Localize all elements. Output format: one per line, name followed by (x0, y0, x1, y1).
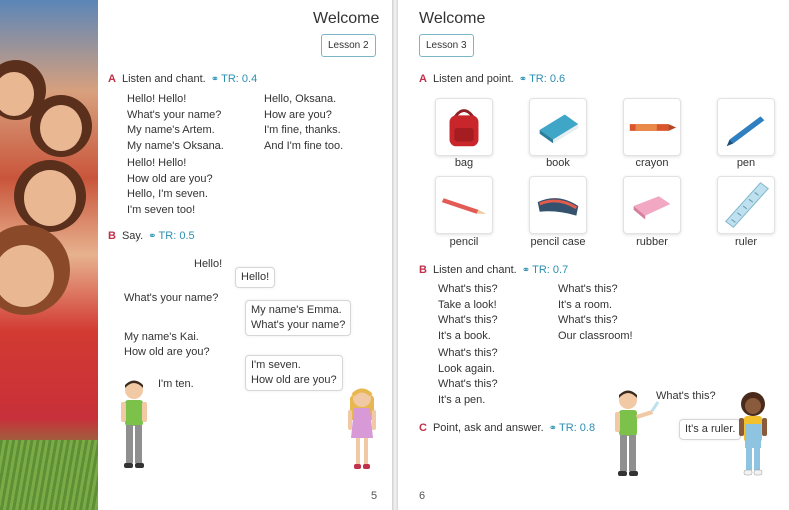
audio-track[interactable]: ⚭ TR: 0.6 (518, 73, 566, 85)
item-label: rubber (636, 236, 668, 248)
chant-column-2: What's this? It's a room. What's this? Our classroom! (558, 283, 633, 342)
bag-card[interactable] (435, 98, 493, 156)
section-title: Listen and chant. (432, 264, 517, 276)
boy-illustration (118, 378, 150, 470)
speech-bubble: What's your name? (124, 292, 219, 304)
chant-column-1: What's this? Take a look! What's this? It's a book. What's this? Look again. What's this? It's a pen. (438, 283, 498, 406)
section-letter: B (419, 264, 427, 276)
pencil-case-icon (530, 177, 586, 233)
section-c-heading (419, 422, 595, 434)
speech-bubble: Hello! (235, 267, 275, 288)
headphones-icon: ⚭ (148, 231, 157, 242)
book-card[interactable] (529, 98, 587, 156)
pencil-case-card[interactable] (529, 176, 587, 234)
audio-track[interactable]: ⚭ TR: 0.5 (148, 230, 195, 242)
boy-pointing-illustration (612, 388, 660, 478)
ruler-card[interactable] (717, 176, 775, 234)
item-label: pencil (449, 236, 479, 248)
girl-illustration (346, 384, 378, 472)
speech-bubble: I'm seven. How old are you? (245, 355, 343, 391)
girl-illustration (736, 390, 770, 478)
audio-track[interactable]: ⚭ TR: 0.8 (548, 422, 596, 434)
item-label: crayon (635, 157, 669, 169)
section-b-heading (419, 264, 568, 276)
pen-icon (718, 99, 774, 155)
speech-bubble: I'm ten. (158, 378, 194, 390)
speech-bubble: It's a ruler. (679, 419, 741, 440)
section-title: Say. (121, 230, 144, 242)
headphones-icon: ⚭ (210, 74, 220, 85)
ruler-icon (718, 177, 774, 233)
section-letter: C (419, 422, 427, 434)
headphones-icon: ⚭ (548, 423, 558, 434)
page-number: 5 (371, 490, 378, 502)
headphones-icon: ⚭ (521, 265, 531, 276)
page-title: Welcome (313, 10, 380, 27)
pencil-card[interactable] (435, 176, 493, 234)
children-photo (0, 0, 98, 510)
audio-track[interactable]: ⚭ TR: 0.7 (521, 264, 569, 276)
page-number: 6 (419, 490, 426, 502)
pencil-icon (436, 177, 492, 233)
audio-track[interactable]: ⚭ TR: 0.4 (210, 73, 258, 85)
speech-bubble: My name's Emma. What's your name? (245, 300, 351, 336)
section-title: Listen and point. (432, 73, 514, 85)
right-page (398, 0, 789, 510)
section-title: Point, ask and answer. (432, 422, 544, 434)
crayon-icon (624, 99, 680, 155)
book-icon (530, 99, 586, 155)
section-b-heading (108, 230, 195, 242)
item-label: pencil case (530, 236, 586, 248)
pen-card[interactable] (717, 98, 775, 156)
left-page (0, 0, 392, 510)
section-a-heading (419, 73, 565, 85)
lesson-badge: Lesson 2 (321, 34, 376, 57)
rubber-card[interactable] (623, 176, 681, 234)
rubber-icon (624, 177, 680, 233)
speech-bubble: My name's Kai. How old are you? (124, 331, 210, 358)
speech-bubble: Hello! (194, 258, 223, 270)
item-label: ruler (734, 236, 757, 248)
speech-bubble: What's this? (656, 390, 716, 402)
item-label: pen (736, 157, 756, 169)
chant-column-1: Hello! Hello! What's your name? My name's Artem. My name's Oksana. Hello! Hello! How old are you? Hello, I'm seven. I'm seven too! (127, 93, 224, 216)
section-letter: A (108, 73, 116, 85)
page-title: Welcome (419, 10, 486, 27)
section-letter: A (419, 73, 427, 85)
lesson-badge: Lesson 3 (419, 34, 474, 57)
item-label: bag (454, 157, 474, 169)
section-letter: B (108, 230, 116, 242)
headphones-icon: ⚭ (518, 74, 528, 85)
section-a-heading (108, 73, 257, 85)
item-label: book (546, 157, 570, 169)
bag-icon (436, 99, 492, 155)
section-title: Listen and chant. (121, 73, 206, 85)
chant-column-2: Hello, Oksana. How are you? I'm fine, thanks. And I'm fine too. (264, 93, 344, 152)
crayon-card[interactable] (623, 98, 681, 156)
